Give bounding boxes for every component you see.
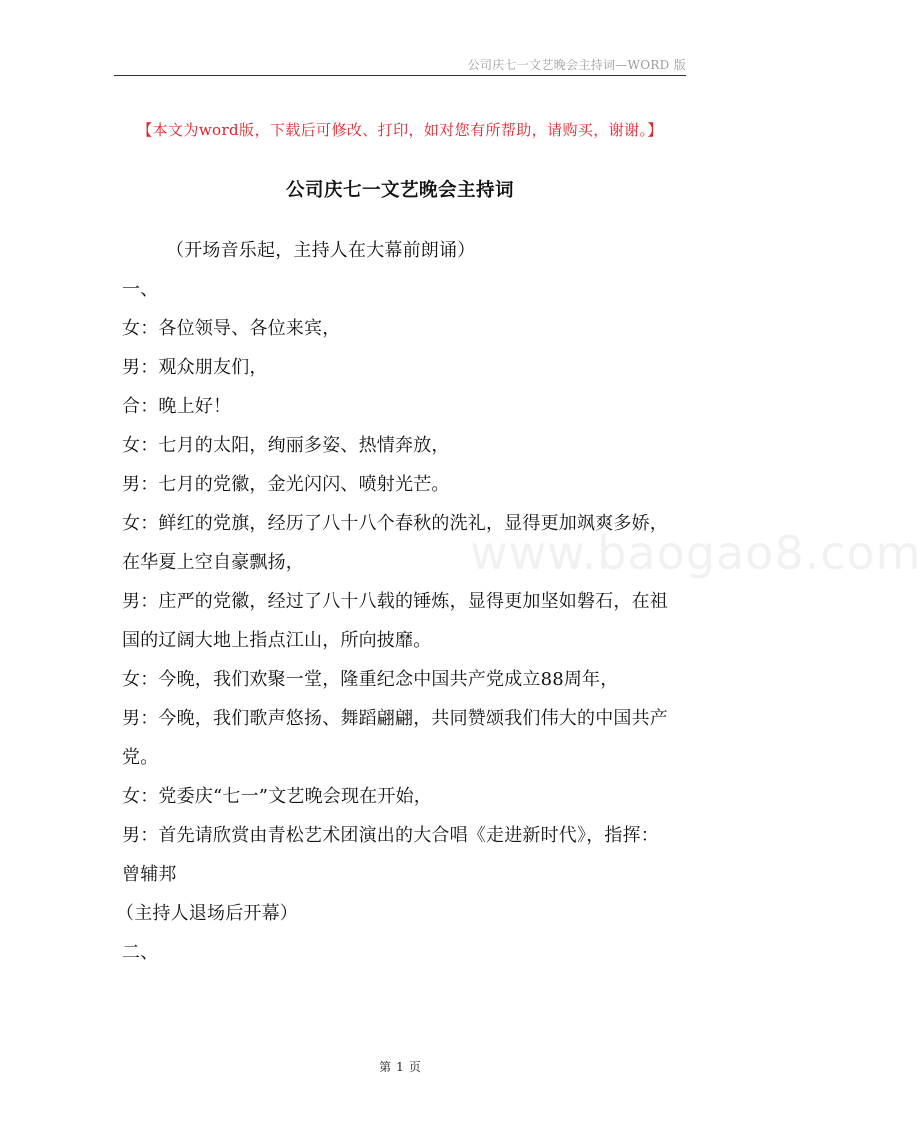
script-line: 在华夏上空自豪飘扬， bbox=[122, 552, 304, 573]
purchase-notice: 【本文为word版，下载后可修改、打印，如对您有所帮助，请购买，谢谢。】 bbox=[137, 121, 663, 139]
script-line: 女：党委庆“七一”文艺晚会现在开始， bbox=[122, 786, 433, 807]
page-label-prefix: 第 bbox=[379, 1060, 392, 1074]
script-line: 曾辅邦 bbox=[122, 864, 177, 885]
script-line: 男：今晚，我们歌声悠扬、舞蹈翩翩，共同赞颂我们伟大的中国共产 bbox=[122, 708, 668, 729]
script-line: （主持人退场后开幕） bbox=[116, 903, 298, 924]
script-line: （开场音乐起，主持人在大幕前朗诵） bbox=[166, 240, 476, 261]
script-body bbox=[116, 231, 688, 972]
script-line: 女：七月的太阳，绚丽多姿、热情奔放， bbox=[122, 435, 450, 456]
script-line: 女：鲜红的党旗，经历了八十八个春秋的洗礼，显得更加飒爽多娇， bbox=[122, 513, 668, 534]
script-line: 一、 bbox=[122, 279, 159, 300]
script-line: 二、 bbox=[122, 942, 159, 963]
header-divider bbox=[114, 75, 686, 76]
script-line: 女：今晚，我们欢聚一堂，隆重纪念中国共产党成立88周年， bbox=[122, 669, 619, 690]
page-label-suffix: 页 bbox=[408, 1060, 421, 1074]
script-line: 党。 bbox=[122, 747, 159, 768]
script-line: 合：晚上好！ bbox=[122, 396, 232, 417]
script-line: 女：各位领导、各位来宾， bbox=[122, 318, 341, 339]
document-title: 公司庆七一文艺晚会主持词 bbox=[285, 180, 514, 201]
script-line: 国的辽阔大地上指点江山，所向披靡。 bbox=[122, 630, 432, 651]
script-line: 男：首先请欣赏由青松艺术团演出的大合唱《走进新时代》，指挥： bbox=[122, 825, 659, 846]
page-number: 1 bbox=[396, 1060, 404, 1074]
script-line: 男：七月的党徽，金光闪闪、喷射光芒。 bbox=[122, 474, 450, 495]
site-watermark: www.baogao8.com bbox=[470, 526, 921, 580]
script-line: 男：观众朋友们， bbox=[122, 357, 268, 378]
page-footer bbox=[0, 1058, 800, 1075]
script-line: 男：庄严的党徽，经过了八十八载的锤炼，显得更加坚如磐石，在祖 bbox=[122, 591, 668, 612]
running-header: 公司庆七一文艺晚会主持词—WORD 版 bbox=[467, 58, 686, 72]
